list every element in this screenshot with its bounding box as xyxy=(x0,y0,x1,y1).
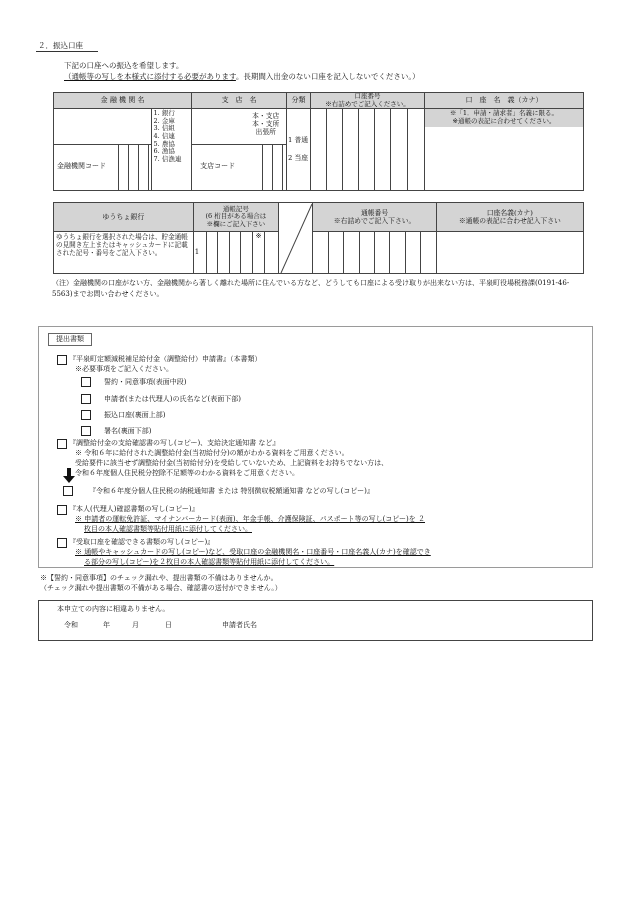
account-number-header xyxy=(311,93,425,109)
yucho-number-digit-8[interactable] xyxy=(421,232,436,274)
bank-code-digit-4[interactable] xyxy=(148,144,159,190)
account-digit-1[interactable] xyxy=(311,109,327,191)
checkbox-bank-account[interactable] xyxy=(81,410,91,420)
yucho-holder-note: ※通帳の表記に合わせ記入下さい xyxy=(458,217,561,225)
account-type-option[interactable]: 2 当座 xyxy=(288,153,309,162)
checkbox-account-proof[interactable] xyxy=(57,538,67,548)
no-account-note: （注）金融機関の口座がない方、金融機関から著しく離れた場所に住んでいる方など、どうしても口座による受け取りが出来ない方は、平泉町役場税務課(0191-46-5563)までお問い合わせください。 xyxy=(52,279,570,298)
branch-code-label: 支店コード xyxy=(200,162,236,170)
account-digit-7[interactable] xyxy=(408,109,425,191)
doc-account-proof: 『受取口座を確認できる書類の写し(コピー)』 xyxy=(69,538,215,546)
branch-name-header: 支 店 名 xyxy=(192,93,287,109)
yucho-number-digit-2[interactable] xyxy=(328,232,343,274)
yucho-number-digit-7[interactable] xyxy=(405,232,420,274)
check-applicant-name: 申請者(または代理人)の氏名など(表面下部) xyxy=(104,395,241,403)
intro-attach-requirement: （通帳等の写しを本様式に添付する必要があります xyxy=(64,72,236,81)
account-digit-3[interactable] xyxy=(343,109,359,191)
check-warning-line-2: （チェック漏れや提出書類の不備がある場合、確認書の送付ができません。） xyxy=(40,584,282,592)
alternative-arrowhead-icon xyxy=(63,476,75,483)
yucho-symbol-digit-2[interactable] xyxy=(206,232,218,274)
doc-account-proof-note-2: る部分の写し(コピー)を２枚目の本人確認書類等貼付用紙に添付してください。 xyxy=(84,558,335,566)
yucho-symbol-note-2: ※欄にご記入下さい xyxy=(206,219,266,228)
yucho-symbol-digit-5[interactable] xyxy=(241,232,253,274)
yucho-account-table xyxy=(53,202,584,274)
checkbox-payment-confirmation[interactable] xyxy=(57,439,67,449)
bank-type-option[interactable]: 2. 金庫 xyxy=(153,116,175,125)
yucho-symbol-digit-1[interactable]: 1 xyxy=(193,232,206,274)
doc-application-form-note: ※必要事項をご記入ください。 xyxy=(75,365,173,373)
yucho-symbol-digit-4[interactable] xyxy=(229,232,241,274)
bank-type-option[interactable]: 4. 信連 xyxy=(153,131,175,140)
yucho-symbol-header xyxy=(193,203,278,232)
branch-type-option[interactable]: 出張所 xyxy=(255,128,276,137)
yucho-instruction: ゆうちょ銀行を選択された場合は、貯金通帳の見開き左上またはキャッシュカードに記載された記号・番号をご記入下さい。 xyxy=(54,232,194,274)
doc-payment-alternative-note-1: 受給要件に該当せず調整給付金(当初給付分)を受給していないため、上記資料をお持ちでない方は、 xyxy=(75,459,389,467)
holder-name-header: 口 座 名 義（カナ） xyxy=(425,93,584,109)
yucho-symbol-note: (6 桁目がある場合は xyxy=(205,212,267,221)
date-year-label[interactable]: 年 xyxy=(103,621,110,629)
bank-name-header: 金 融 機 関 名 xyxy=(54,93,192,109)
yucho-number-digit-4[interactable] xyxy=(359,232,374,274)
yucho-symbol-digit-3[interactable] xyxy=(218,232,230,274)
doc-application-form: 『平泉町定額減税補足給付金（調整給付）申請書』（本書類） xyxy=(69,355,262,363)
bank-type-option[interactable]: 5. 農協 xyxy=(153,139,175,148)
bank-type-option[interactable]: 6. 漁協 xyxy=(153,147,175,156)
date-month-label[interactable]: 月 xyxy=(132,621,139,629)
bank-type-option[interactable]: 1. 銀行 xyxy=(153,109,175,117)
holder-name-field[interactable] xyxy=(425,109,584,191)
branch-code-digit-3[interactable] xyxy=(282,144,293,190)
doc-identity-document: 『本人(代理人)確認書類の写し(コピー)』 xyxy=(69,505,199,513)
intro-line-1: 下記の口座への振込を希望します。 xyxy=(64,61,184,70)
doc-payment-confirmation: 『調整給付金の支給確認書の写し(コピー)、支給決定通知書 など』 xyxy=(69,439,280,447)
yucho-symbol-digit-7[interactable] xyxy=(265,232,278,274)
yucho-holder-field[interactable] xyxy=(436,232,583,274)
account-digit-2[interactable] xyxy=(327,109,343,191)
yucho-separator-slash xyxy=(279,203,314,274)
check-signature: 署名(裏面下部) xyxy=(104,427,152,435)
bank-type-option[interactable]: 7. 信漁連 xyxy=(153,154,182,163)
account-type-header: 分類 xyxy=(287,93,311,109)
yucho-number-digit-1[interactable] xyxy=(313,232,328,274)
yucho-number-digit-3[interactable] xyxy=(344,232,359,274)
bank-account-table xyxy=(53,92,584,191)
checkbox-signature[interactable] xyxy=(81,426,91,436)
doc-identity-note-1: ※ 申請者の運転免許証、マイナンバーカード(表面)、年金手帳、介護保険証、パスポート等の写し(コピー)を ２ xyxy=(75,515,425,523)
documents-title: 提出書類 xyxy=(48,333,92,346)
checkbox-tax-notice[interactable] xyxy=(63,486,73,496)
yucho-number-digit-6[interactable] xyxy=(390,232,405,274)
branch-type-option[interactable]: 本・支所 xyxy=(252,120,280,129)
yucho-holder-header xyxy=(436,203,583,232)
doc-account-proof-note-1: ※ 通帳やキャッシュカードの写し(コピー)など、受取口座の金融機関名・口座番号・口座名義人(カナ)を確認でき xyxy=(75,548,431,556)
bank-name-field[interactable] xyxy=(54,109,152,191)
checkbox-applicant-name[interactable] xyxy=(81,394,91,404)
bank-code-label: 金融機関コード xyxy=(57,162,106,170)
yucho-separator-cell xyxy=(278,203,313,274)
confirmation-statement: 本申立ての内容に相違ありません。 xyxy=(57,605,170,613)
checkbox-pledge-consent[interactable] xyxy=(81,377,91,387)
intro-line-2 xyxy=(64,72,420,81)
account-digit-5[interactable] xyxy=(375,109,391,191)
section-title-rule xyxy=(36,51,98,52)
checkbox-application-form[interactable] xyxy=(57,355,67,365)
date-era-label: 令和 xyxy=(64,621,78,629)
yucho-number-note: ※右詰めでご記入下さい。 xyxy=(333,217,416,225)
branch-type-options[interactable] xyxy=(252,112,279,136)
check-warning-line-1: ※【誓約・同意事項】のチェック漏れや、提出書類の不備はありませんか。 xyxy=(40,574,278,582)
yucho-sixth-digit-mark: ※ xyxy=(255,232,262,240)
account-number-note: ※右詰めでご記入ください。 xyxy=(325,99,410,108)
account-digit-4[interactable] xyxy=(359,109,375,191)
account-digit-6[interactable] xyxy=(391,109,408,191)
yucho-symbol-label: 通帳記号 xyxy=(222,204,249,213)
doc-payment-confirmation-note: ※ 令和６年に給付された調整給付金(当初給付分)の額がわかる資料をご用意ください。 xyxy=(75,449,349,457)
check-bank-account: 振込口座(裏面上部) xyxy=(104,411,166,419)
holder-name-note: ※「1．申請・請求者」名義に限る。 ※通帳の表記に合わせてください。 xyxy=(425,109,583,127)
check-pledge-consent: 誓約・同意事項(表面中段) xyxy=(104,378,187,386)
date-day-label[interactable]: 日 xyxy=(165,621,172,629)
doc-tax-notice: 『令和６年度分個人住民税の納税通知書 または 特別徴収税額通知書 などの写し(コピー)』 xyxy=(89,487,374,495)
applicant-name-label[interactable]: 申請者氏名 xyxy=(222,621,257,629)
yucho-number-digit-5[interactable] xyxy=(375,232,390,274)
account-number-label: 口座番号 xyxy=(354,92,381,101)
checkbox-identity-document[interactable] xyxy=(57,505,67,515)
intro-dormant-warning: 。長期間入出金のない口座を記入しないでください。） xyxy=(235,72,420,81)
yucho-number-label: 通帳番号 xyxy=(360,208,389,217)
bank-type-option[interactable]: 3. 信組 xyxy=(153,124,175,133)
account-type-option[interactable]: 1 普通 xyxy=(288,135,309,144)
yucho-symbol-digit-6[interactable] xyxy=(252,232,265,274)
yucho-header: ゆうちょ銀行 xyxy=(54,203,194,232)
doc-identity-note-2: 枚目の本人確認書類等貼付用紙に添付してください。 xyxy=(84,525,252,533)
branch-name-field[interactable] xyxy=(192,109,287,191)
yucho-holder-label: 口座名義(カナ) xyxy=(486,208,533,217)
yucho-number-header xyxy=(313,203,436,232)
branch-type-option[interactable]: 本・支店 xyxy=(252,112,280,120)
section-title: ２．振込口座 xyxy=(38,41,83,50)
doc-payment-alternative-note-2: 令和６年度個人住民税分控除不足額等のわかる資料をご用意ください。 xyxy=(75,469,299,477)
